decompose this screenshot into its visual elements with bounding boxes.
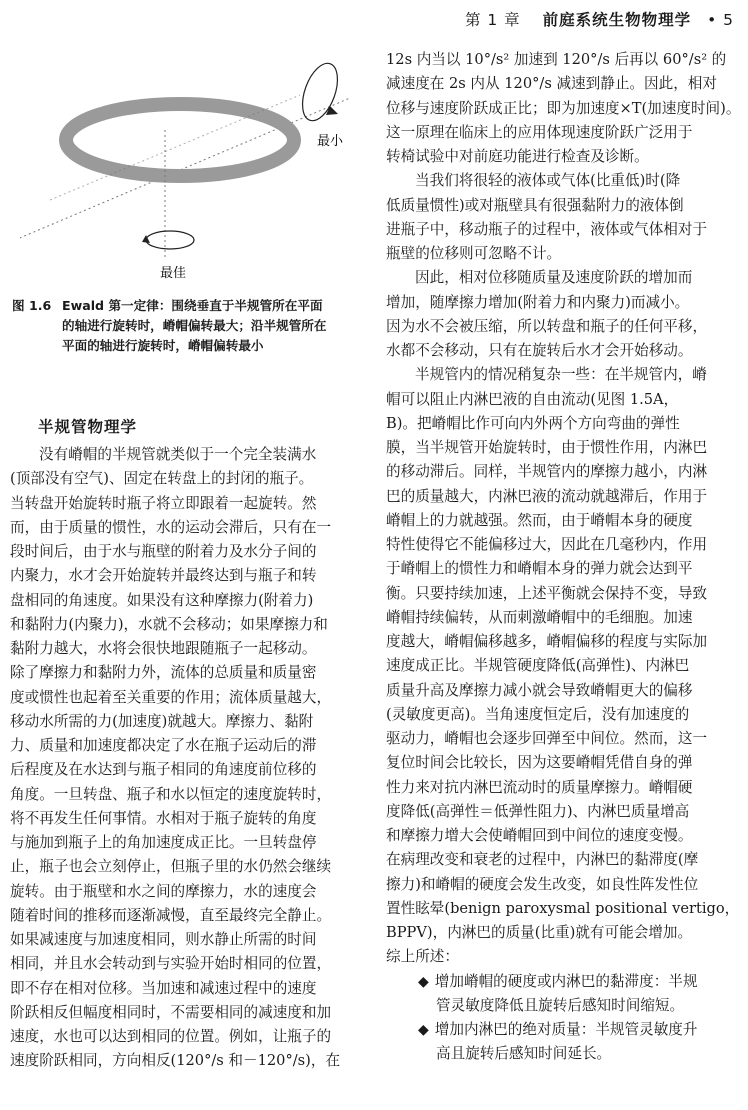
bullet-continuation: 管灵敏度降低且旋转后感知时间缩短。 xyxy=(436,996,685,1014)
text-line: 这一原理在临床上的应用体现速度阶跃广泛用于 xyxy=(386,123,693,141)
text-line: 进瓶子中，移动瓶子的过程中，液体或气体相对于 xyxy=(386,220,708,238)
bullet-continuation: 高且旋转后感知时间延长。 xyxy=(436,1045,612,1063)
text-line: 擦力)和嵴帽的硬度会发生改变，如良性阵发性位 xyxy=(386,875,699,893)
text-line: 帽可以阻止内淋巴液的自由流动(见图 1.5A， xyxy=(386,390,679,408)
text-line: 和黏附力(内聚力)，水就不会移动；如果摩擦力和 xyxy=(10,615,328,633)
text-line: 嵴帽上的力就越强。然而，由于嵴帽本身的硬度 xyxy=(386,511,693,529)
text-line: 段时间后，由于水与瓶壁的附着力及水分子间的 xyxy=(10,543,317,560)
text-line: 12s 内当以 10°/s² 加速到 120°/s 后再以 60°/s² 的 xyxy=(386,51,727,68)
text-line: 如果减速度与加速度相同，则水静止所需的时间 xyxy=(10,931,317,948)
caption-number: 图 1.6 xyxy=(12,298,52,313)
text-line: 移动水所需的力(加速度)就越大。摩擦力、黏附 xyxy=(10,712,314,730)
text-line: 后程度及在水达到与瓶子相同的角速度前位移的 xyxy=(10,761,317,779)
text-line: 半规管内的情况稍复杂一些：在半规管内，嵴 xyxy=(415,366,707,384)
bullet-item xyxy=(386,970,738,994)
text-line: 于嵴帽上的惯性力和嵴帽本身的弹力就会达到平 xyxy=(386,560,693,578)
text-line: B)。把嵴帽比作可向内外两个方向弯曲的弹性 xyxy=(386,414,680,432)
text-line: 速度阶跃相同，方向相反(120°/s 和－120°/s)，在 xyxy=(10,1052,341,1070)
text-line: 因为水不会被压缩，所以转盘和瓶子的任何平移， xyxy=(386,317,708,335)
text-line: 瓶壁的位移则可忽略不计。 xyxy=(386,245,562,262)
text-line: 置性眩晕(benign paroxysmal positional vertigo， xyxy=(386,899,740,917)
text-line: 位移与速度阶跃成正比；即为加速度×T(加速度时间)。 xyxy=(386,99,741,117)
text-line: 特性使得它不能偏移过大，因此在几毫秒内，作用 xyxy=(386,536,708,553)
running-header xyxy=(465,8,734,30)
text-line: 阶跃相反但幅度相同时，不需要相同的减速度和加 xyxy=(10,1003,332,1021)
text-line: 止，瓶子也会立刻停止，但瓶子里的水仍然会继续 xyxy=(10,858,332,876)
text-line: 性力来对抗内淋巴流动时的质量摩擦力。嵴帽硬 xyxy=(386,778,693,796)
text-line: 速度，水也可以达到相同的位置。例如，让瓶子的 xyxy=(10,1028,332,1045)
diamond-bullet-icon: ◆ xyxy=(418,1022,429,1038)
rotation-arrow-max xyxy=(146,231,194,249)
left-column xyxy=(10,443,360,1074)
text-line: 速度成正比。半规管硬度降低(高弹性)、内淋巴 xyxy=(386,657,690,675)
semicircular-canal-ring xyxy=(66,104,294,176)
figure-caption xyxy=(12,296,362,356)
text-line: 复位时间会比较长，因为这要嵴帽凭借自身的弹 xyxy=(386,754,693,772)
bullet-item xyxy=(386,1018,738,1042)
chapter-title: 前庭系统生物物理学 xyxy=(542,11,692,29)
rotation-arrow-min xyxy=(296,59,345,126)
text-line: 角度。一旦转盘、瓶子和水以恒定的速度旋转时， xyxy=(10,785,332,803)
text-line: 当我们将很轻的液体或气体(比重低)时(降 xyxy=(415,172,681,190)
text-line: 质量升高及摩擦力减小就会导致嵴帽更大的偏移 xyxy=(386,681,693,699)
text-line: 减速度在 2s 内从 120°/s 减速到静止。因此，相对 xyxy=(386,75,717,93)
text-line: 综上所述： xyxy=(386,948,459,966)
label-max: 最佳 xyxy=(160,266,187,281)
text-line: 低质量惯性)或对瓶壁具有很强黏附力的液体倒 xyxy=(386,196,684,214)
text-line: (顶部没有空气)、固定在转盘上的封闭的瓶子。 xyxy=(10,470,314,488)
text-line: 内聚力，水才会开始旋转并最终达到与瓶子和转 xyxy=(10,567,317,585)
bullet-text: 增加内淋巴的绝对质量：半规管灵敏度升 xyxy=(434,1021,698,1038)
chapter-number: 第 1 章 xyxy=(464,11,521,29)
label-min: 最小 xyxy=(317,134,344,149)
text-line: 增加，随摩擦力增加(附着力和内聚力)而减小。 xyxy=(386,293,690,311)
text-line: 随着时间的推移而逐渐减慢，直至最终完全静止。 xyxy=(10,906,332,924)
figure-illustration xyxy=(20,40,362,290)
section-title: 半规管物理学 xyxy=(38,418,138,436)
text-line: 巴的质量越大，内淋巴液的流动就越滞后，作用于 xyxy=(386,487,708,505)
text-line: 而，由于质量的惯性，水的运动会滞后，只有在一 xyxy=(10,518,332,536)
text-line: 没有嵴帽的半规管就类似于一个完全装满水 xyxy=(39,446,317,463)
text-line: 相同，并且水会转动到与实验开始时相同的位置， xyxy=(10,955,332,973)
text-line: 力、质量和加速度都决定了水在瓶子运动后的滞 xyxy=(10,737,317,754)
text-line: 驱动力，嵴帽也会逐步回弹至中间位。然而，这一 xyxy=(386,730,708,747)
text-line: 将不再发生任何事情。水相对于瓶子旋转的角度 xyxy=(10,809,317,827)
bullet-text: 增加嵴帽的硬度或内淋巴的黏滞度：半规 xyxy=(434,972,698,990)
text-line: 因此，相对位移随质量及速度阶跃的增加而 xyxy=(415,269,693,287)
caption-line-1: Ewald 第一定律：围绕垂直于半规管所在平面 xyxy=(62,298,323,313)
text-line: 度越大，嵴帽偏移越多，嵴帽偏移的程度与实际加 xyxy=(386,633,708,650)
text-line: 度或惯性也起着至关重要的作用；流体质量越大， xyxy=(10,688,332,706)
text-line: 除了摩擦力和黏附力外，流体的总质量和质量密 xyxy=(10,664,317,682)
text-line: 转椅试验中对前庭功能进行检查及诊断。 xyxy=(386,148,649,165)
right-column xyxy=(386,48,741,1067)
text-line: 和摩擦力增大会使嵴帽回到中间位的速度变慢。 xyxy=(386,827,693,844)
text-line: 膜，当半规管开始旋转时，由于惯性作用，内淋巴 xyxy=(386,439,708,456)
text-line: 即不存在相对位移。当加速和减速过程中的速度 xyxy=(10,979,317,997)
text-line: (灵敏度更高)。当角速度恒定后，没有加速度的 xyxy=(386,705,690,723)
figure-ewald-law xyxy=(20,40,362,290)
text-line: 的移动滞后。同样，半规管内的摩擦力越小，内淋 xyxy=(386,463,708,481)
text-line: 水都不会移动，只有在旋转后水才会开始移动。 xyxy=(386,342,693,359)
text-line: 黏附力越大，水将会很快地跟随瓶子一起移动。 xyxy=(10,640,317,657)
text-line: 在病理改变和衰老的过程中，内淋巴的黏滞度(摩 xyxy=(386,851,699,869)
text-line: 嵴帽持续偏转，从而刺激嵴帽中的毛细胞。加速 xyxy=(386,608,693,626)
diamond-bullet-icon: ◆ xyxy=(418,973,429,990)
text-line: 盘相同的角速度。如果没有这种摩擦力(附着力) xyxy=(10,591,314,609)
caption-line-2: 的轴进行旋转时，嵴帽偏转最大；沿半规管所在 xyxy=(62,318,327,333)
caption-line-3: 平面的轴进行旋转时，嵴帽偏转最小 xyxy=(62,338,264,353)
text-line: 衡。只要持续加速，上述平衡就会保持不变，导致 xyxy=(386,584,708,602)
text-line: BPPV)，内淋巴的质量(比重)就有可能会增加。 xyxy=(386,924,693,941)
text-line: 旋转。由于瓶壁和水之间的摩擦力，水的速度会 xyxy=(10,882,317,900)
text-line: 度降低(高弹性＝低弹性阻力)、内淋巴质量增高 xyxy=(386,802,690,820)
text-line: 与施加到瓶子上的角加速度成正比。一旦转盘停 xyxy=(10,834,317,851)
text-line: 当转盘开始旋转时瓶子将立即跟着一起旋转。然 xyxy=(10,494,317,512)
page-number: • 5 xyxy=(707,11,734,29)
